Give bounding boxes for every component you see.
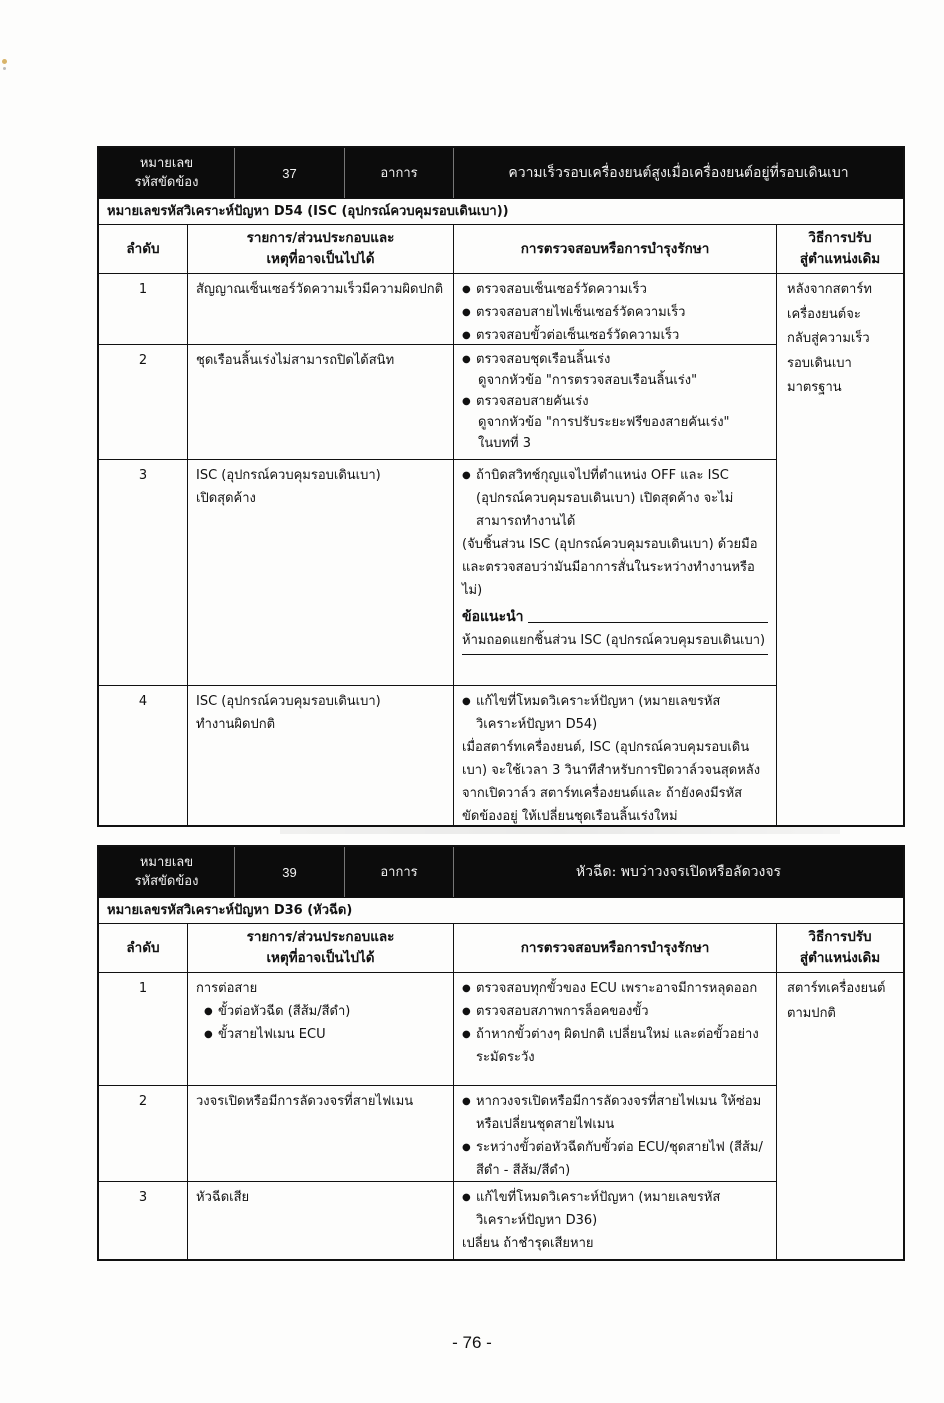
note-rule xyxy=(528,622,768,623)
row-cause: ISC (อุปกรณ์ควบคุมรอบเดินเบา) ทำงานผิดปกติ xyxy=(188,686,454,825)
col-header-no: ลำดับ xyxy=(99,225,188,273)
row-checks xyxy=(454,973,777,1085)
symptom-value: ความเร็วรอบเครื่องยนต์สูงเมื่อเครื่องยนต์อยู่ที่รอบเดินเบา xyxy=(508,164,849,181)
note-title: ข้อแนะนำ xyxy=(462,609,524,625)
row-cause: หัวฉีดเสีย xyxy=(188,1182,454,1259)
col-header-check: การตรวจสอบหรือการบำรุงรักษา xyxy=(454,924,777,972)
check-item: ● ตรวจสอบเซ็นเซอร์วัดความเร็ว xyxy=(462,278,768,301)
code-label: หมายเลข รหัสขัดข้อง xyxy=(99,847,235,897)
note-end-rule xyxy=(462,654,768,655)
table-row xyxy=(99,345,777,460)
cause-title: การต่อสาย xyxy=(196,981,258,996)
scan-speck xyxy=(2,59,7,64)
row-checks xyxy=(454,460,777,685)
row-number: 3 xyxy=(99,1182,188,1259)
table-row xyxy=(99,973,777,1086)
check-note: ดูจากหัวข้อ "การปรับระยะฟรีของสายคันเร่ง" ในบทที่ 3 xyxy=(478,415,730,451)
col-header-no: ลำดับ xyxy=(99,924,188,972)
check-item: ● ถ้าบิดสวิทช์กุญแจไปที่ตำแหน่ง OFF และ ISC (อุปกรณ์ควบคุมรอบเดินเบา) เปิดสุดค้าง จะไม่สามารถทำงานได้ xyxy=(462,464,768,533)
row-number: 2 xyxy=(99,1086,188,1181)
note-text: ห้ามถอดแยกชิ้นส่วน ISC (อุปกรณ์ควบคุมรอบเดินเบา) xyxy=(462,633,766,648)
symptom-value: หัวฉีด: พบว่าวงจรเปิดหรือลัดวงจร xyxy=(575,863,782,880)
table-row xyxy=(99,1182,777,1259)
code-value: 39 xyxy=(235,847,345,897)
check-item: ● แก้ไขที่โหมดวิเคราะห์ปัญหา (หมายเลขรหัสวิเคราะห์ปัญหา D54) xyxy=(462,690,768,736)
check-item: ● ตรวจสอบสภาพการล็อคของขั้ว xyxy=(462,1000,768,1023)
dtc-header xyxy=(99,847,903,897)
note-heading xyxy=(462,606,768,629)
row-checks xyxy=(454,274,777,344)
check-item: ● ตรวจสอบชุดเรือนลิ้นเร่ง xyxy=(462,349,768,370)
row-cause: ISC (อุปกรณ์ควบคุมรอบเดินเบา) เปิดสุดค้าง xyxy=(188,460,454,685)
check-item: ● ถ้าหากขั้วต่างๆ ผิดปกติ เปลี่ยนใหม่ และต่อขั้วอย่างระมัดระวัง xyxy=(462,1023,768,1069)
row-cause xyxy=(188,973,454,1085)
check-item: ● ระหว่างขั้วต่อหัวฉีดกับขั้วต่อ ECU/ชุดสายไฟ (สีส้ม/สีดำ - สีส้ม/สีดำ) xyxy=(462,1136,768,1182)
row-checks xyxy=(454,345,777,459)
table-row xyxy=(99,274,777,345)
row-number: 1 xyxy=(99,274,188,344)
table-row xyxy=(99,686,777,825)
row-cause: ชุดเรือนลิ้นเร่งไม่สามารถปิดได้สนิท xyxy=(188,345,454,459)
page-number: - 76 - xyxy=(452,1333,492,1352)
check-extra: เมื่อสตาร์ทเครื่องยนต์, ISC (อุปกรณ์ควบคุมรอบเดินเบา) จะใช้เวลา 3 วินาทีสำหรับการปิดวาล์วจนสุดหลังจากเปิดวาล์ว สตาร์ทเครื่องยนต์และ ถ้ายังคงมีรหัสขัดข้องอยู่ ให้เปลี่ยนชุดเรือนลิ้นเร่งใหม่ xyxy=(462,740,761,824)
check-note: ดูจากหัวข้อ "การตรวจสอบเรือนลิ้นเร่ง" xyxy=(478,373,698,388)
row-number: 3 xyxy=(99,460,188,685)
check-item: ● ตรวจสอบทุกขั้วของ ECU เพราะอาจมีการหลุดออก xyxy=(462,977,768,1000)
symptom-label: อาการ xyxy=(345,148,454,198)
col-header-remedy: วิธีการปรับ สู่ตำแหน่งเดิม xyxy=(799,929,881,966)
row-checks xyxy=(454,1182,777,1259)
col-header-cause: รายการ/ส่วนประกอบและ เหตุที่อาจเป็นไปได้ xyxy=(188,924,454,972)
remedy-cell: สตาร์ทเครื่องยนต์ ตามปกติ xyxy=(787,981,886,1021)
row-number: 4 xyxy=(99,686,188,825)
check-item: ● หากวงจรเปิดหรือมีการลัดวงจรที่สายไฟเมน ให้ซ่อมหรือเปลี่ยนชุดสายไฟเมน xyxy=(462,1090,768,1136)
cause-item: ● ขั้วต่อหัวฉีด (สีส้ม/สีดำ) xyxy=(204,1000,445,1023)
bleed-through-text xyxy=(280,826,840,834)
row-cause: สัญญาณเซ็นเซอร์วัดความเร็วมีความผิดปกติ xyxy=(188,274,454,344)
code-label: หมายเลข รหัสขัดข้อง xyxy=(99,148,235,198)
symptom-label: อาการ xyxy=(345,847,454,897)
code-value: 37 xyxy=(235,148,345,198)
check-item: ● ตรวจสอบขั้วต่อเซ็นเซอร์วัดความเร็ว xyxy=(462,324,768,347)
dtc-header xyxy=(99,148,903,198)
dtc-table-39 xyxy=(97,845,905,1261)
row-checks xyxy=(454,1086,777,1181)
row-checks xyxy=(454,686,777,825)
row-number: 1 xyxy=(99,973,188,1085)
diagnosis-code-title: หมายเลขรหัสวิเคราะห์ปัญหา D54 (ISC (อุปกรณ์ควบคุมรอบเดินเบา)) xyxy=(99,198,903,225)
check-item: ● แก้ไขที่โหมดวิเคราะห์ปัญหา (หมายเลขรหัสวิเคราะห์ปัญหา D36) xyxy=(462,1186,768,1232)
check-item: ● ตรวจสอบสายไฟเซ็นเซอร์วัดความเร็ว xyxy=(462,301,768,324)
check-extra: เปลี่ยน ถ้าชำรุดเสียหาย xyxy=(462,1236,594,1251)
dtc-table-37 xyxy=(97,146,905,827)
check-extra: (จับชิ้นส่วน ISC (อุปกรณ์ควบคุมรอบเดินเบา) ด้วยมือ และตรวจสอบว่ามันมีอาการสั่นในระหว่างทำงานหรือไม่) xyxy=(462,537,758,598)
check-item: ● ตรวจสอบสายคันเร่ง xyxy=(462,391,768,412)
col-header-check: การตรวจสอบหรือการบำรุงรักษา xyxy=(454,225,777,273)
column-headers xyxy=(99,924,903,973)
table-row xyxy=(99,460,777,686)
cause-item: ● ขั้วสายไฟเมน ECU xyxy=(204,1023,445,1046)
column-headers xyxy=(99,225,903,274)
diagnosis-code-title: หมายเลขรหัสวิเคราะห์ปัญหา D36 (หัวฉีด) xyxy=(99,897,903,924)
remedy-cell: หลังจากสตาร์ท เครื่องยนต์จะ กลับสู่ความเร็ว รอบเดินเบา มาตรฐาน xyxy=(787,282,872,395)
row-cause: วงจรเปิดหรือมีการลัดวงจรที่สายไฟเมน xyxy=(188,1086,454,1181)
col-header-cause: รายการ/ส่วนประกอบและ เหตุที่อาจเป็นไปได้ xyxy=(188,225,454,273)
scan-speck xyxy=(3,67,6,70)
table-row xyxy=(99,1086,777,1182)
col-header-remedy: วิธีการปรับ สู่ตำแหน่งเดิม xyxy=(799,230,881,267)
row-number: 2 xyxy=(99,345,188,459)
